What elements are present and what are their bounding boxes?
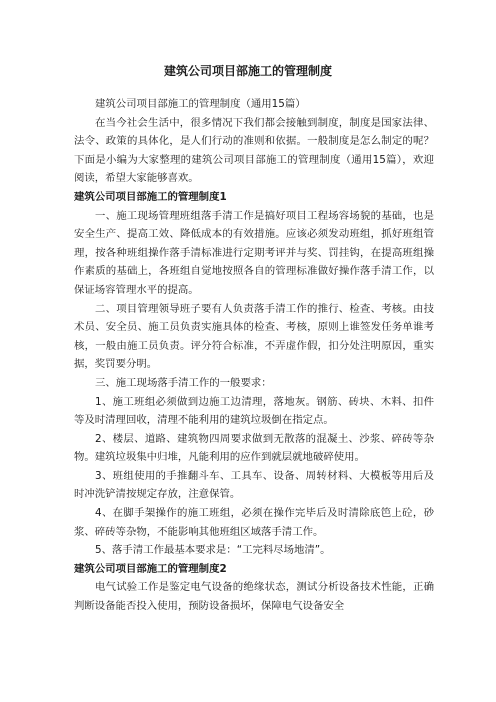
paragraph: 电气试验工作是鉴定电气设备的绝缘状态，测试分析设备技术性能，正确判断设备能否投入使用，预防设备损坏，保障电气设备安全: [74, 581, 434, 613]
paragraph: 3、班组使用的手推翻斗车、工具车、设备、周转材料、大模板等用后及时冲洗铲清按规定存放，注意保管。: [74, 469, 434, 501]
document-body: [74, 95, 434, 616]
paragraph: 一、施工现场管理班组落手清工作是搞好项目工程场容场貌的基础，也是安全生产、提高工效、降低成本的有效措施。应该必须发动班组，抓好班组管理，按各种班组操作落手清标准进行定期考评并与奖、罚挂钩，在提高班组操作素质的基础上，各班组自觉地按照各自的管理标准做好操作落手清工作，以保证场容管理水平的提高。: [74, 209, 434, 296]
paragraph-intro: 在当今社会生活中，很多情况下我们都会接触到制度，制度是国家法律、法令、政策的具体化，是人们行动的准则和依据。一般制度是怎么制定的呢？下面是小编为大家整理的建筑公司项目部施工的管理制度（通用15篇），欢迎阅读，希望大家能够喜欢。: [74, 116, 434, 185]
paragraph: 5、落手清工作最基本要求是：“工完料尽场地清”。: [95, 544, 331, 557]
paragraph: 4、在脚手架操作的施工班组，必须在操作完毕后及时清除底笆上砼，砂浆、碎砖等杂物，不能影响其他班组区域落手清工作。: [74, 507, 434, 538]
document-title: 建筑公司项目部施工的管理制度: [163, 64, 332, 78]
section-heading-1: 建筑公司项目部施工的管理制度1: [74, 190, 227, 203]
paragraph: 2、楼层、道路、建筑物四周要求做到无散落的混凝土、沙浆、碎砖等杂物。建筑垃圾集中归堆，凡能利用的应作到就层就地破碎使用。: [74, 432, 434, 464]
paragraph-subtitle: 建筑公司项目部施工的管理制度（通用15篇）: [95, 98, 306, 110]
paragraph: 1、施工班组必须做到边施工边清理，落地灰。钢筋、砖块、木料、扣件等及时清理回收，清理不能利用的建筑垃圾倒在指定点。: [74, 395, 434, 427]
section-heading-2: 建筑公司项目部施工的管理制度2: [74, 562, 227, 575]
paragraph: 三、施工现场落手清工作的一般要求：: [95, 376, 272, 389]
paragraph: 二、项目管理领导班子要有人负责落手清工作的推行、检查、考核。由技术员、安全员、施工员负责实施具体的检查、考核，原则上谁签发任务单谁考核，一般由施工员负责。评分符合标准，不弄虚作假，扣分处注明原因，重实据，奖罚要分明。: [74, 302, 434, 371]
